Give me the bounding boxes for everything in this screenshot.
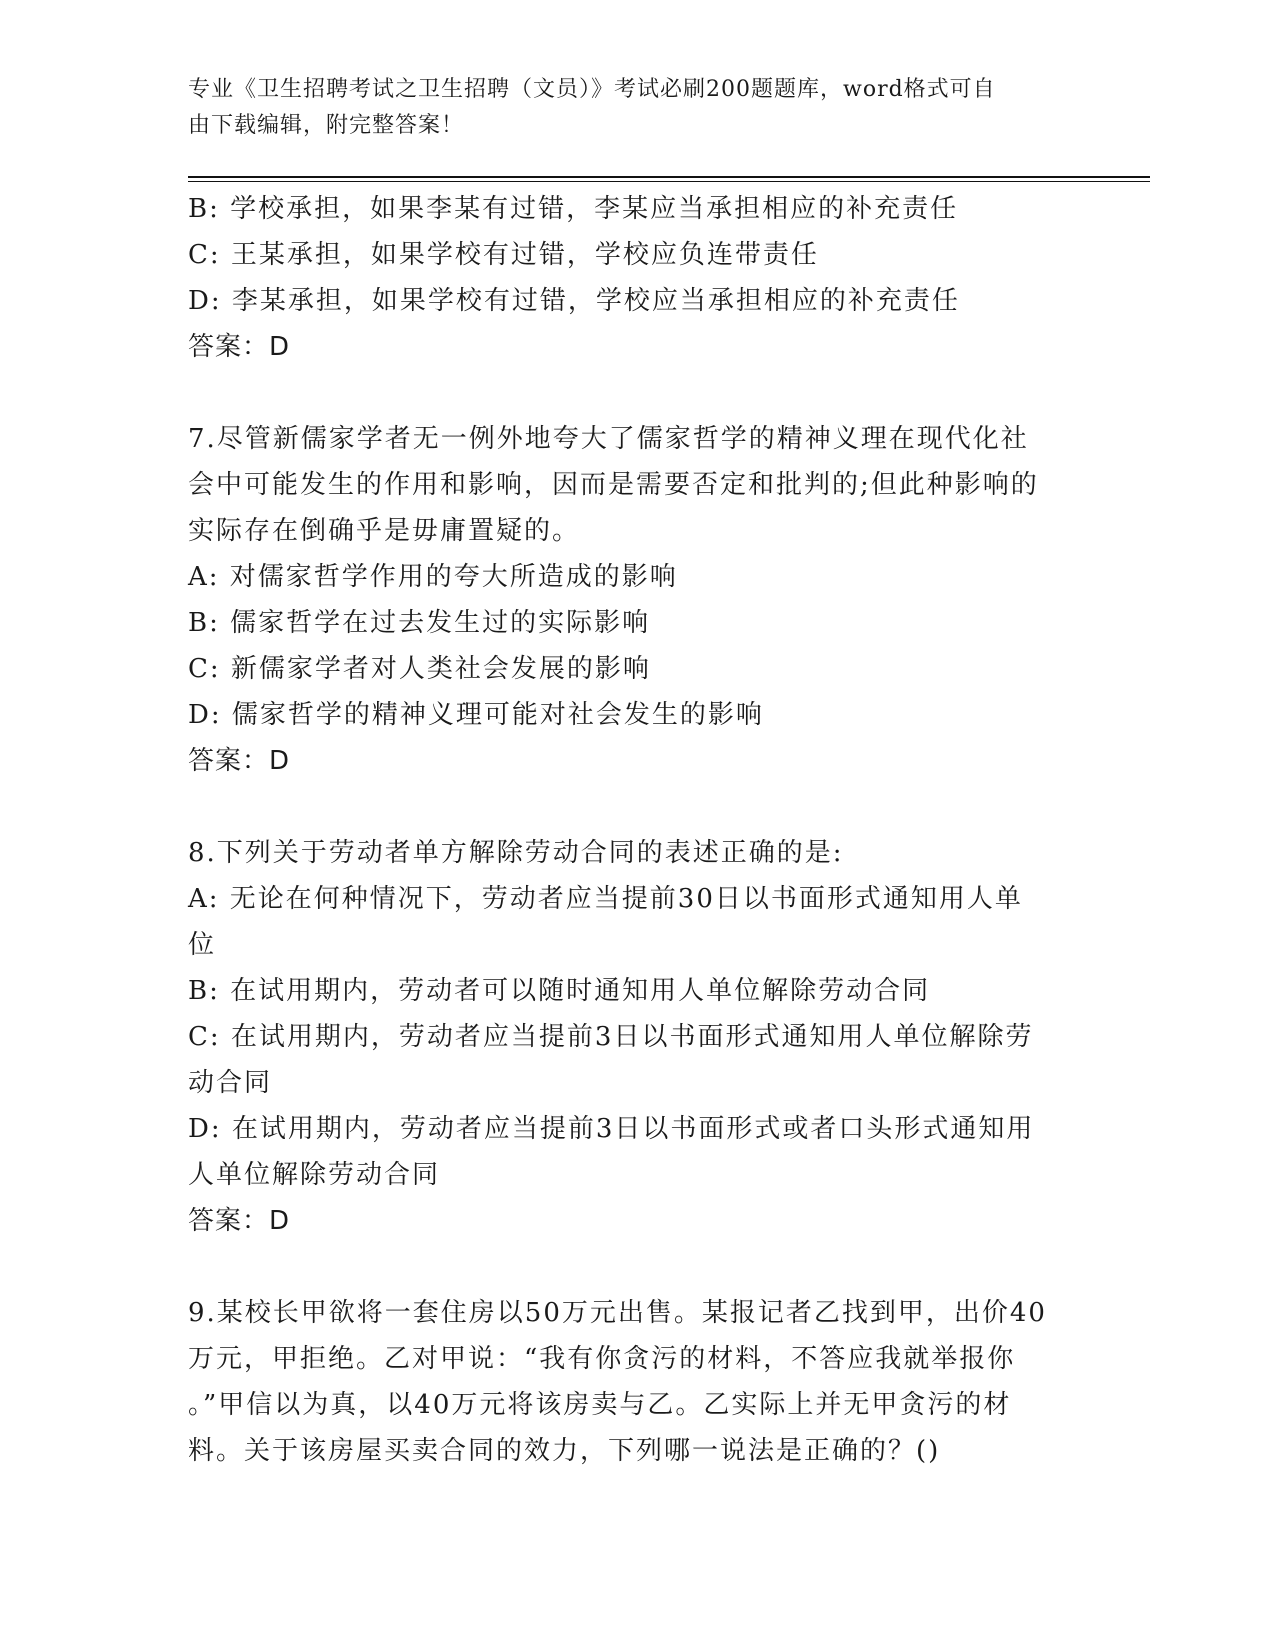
option-d-line-2: 人单位解除劳动合同 <box>188 1160 441 1190</box>
question-stem-line-2: 万元，甲拒绝。乙对甲说：“我有你贪污的材料，不答应我就举报你 <box>188 1344 1016 1374</box>
option-a-line-1: A: 无论在何种情况下，劳动者应当提前30日以书面形式通知用人单 <box>188 884 1023 914</box>
option-c-line-2: 动合同 <box>188 1068 273 1098</box>
question-stem-line-3: 实际存在倒确乎是毋庸置疑的。 <box>188 516 581 546</box>
header-rule-thick <box>188 176 1150 178</box>
document-body <box>188 186 1088 1474</box>
option-a-line-2: 位 <box>188 930 217 960</box>
option-c: C: 新儒家学者对人类社会发展的影响 <box>188 654 651 684</box>
option-b: B: 学校承担，如果李某有过错，李某应当承担相应的补充责任 <box>188 194 959 224</box>
question-stem-line-4: 料。关于该房屋买卖合同的效力，下列哪一说法是正确的？() <box>188 1436 941 1466</box>
option-b: B: 儒家哲学在过去发生过的实际影响 <box>188 608 651 638</box>
question-stem-line-1: 9.某校长甲欲将一套住房以50万元出售。某报记者乙找到甲，出价40 <box>188 1298 1047 1328</box>
question-stem-line-1: 8.下列关于劳动者单方解除劳动合同的表述正确的是: <box>188 838 844 868</box>
option-d-line-1: D: 在试用期内，劳动者应当提前3日以书面形式或者口头形式通知用 <box>188 1114 1035 1144</box>
question-8 <box>188 830 1088 1244</box>
option-b: B: 在试用期内，劳动者可以随时通知用人单位解除劳动合同 <box>188 976 931 1006</box>
question-6 <box>188 186 1088 370</box>
question-stem-line-2: 会中可能发生的作用和影响，因而是需要否定和批判的;但此种影响的 <box>188 470 1039 500</box>
spacer <box>188 1244 1088 1290</box>
header-rule-thin <box>188 181 1150 182</box>
option-d: D: 李某承担，如果学校有过错，学校应当承担相应的补充责任 <box>188 286 960 316</box>
header-line-2: 由下载编辑，附完整答案！ <box>188 113 465 138</box>
option-c: C: 王某承担，如果学校有过错，学校应负连带责任 <box>188 240 819 270</box>
spacer <box>188 784 1088 830</box>
spacer <box>188 370 1088 416</box>
answer: 答案：D <box>188 332 291 362</box>
question-7 <box>188 416 1088 784</box>
option-d: D: 儒家哲学的精神义理可能对社会发生的影响 <box>188 700 764 730</box>
header-line-1: 专业《卫生招聘考试之卫生招聘（文员）》考试必刷200题题库，word格式可自 <box>188 77 996 102</box>
option-c-line-1: C: 在试用期内，劳动者应当提前3日以书面形式通知用人单位解除劳 <box>188 1022 1034 1052</box>
question-9 <box>188 1290 1088 1474</box>
question-stem-line-1: 7.尽管新儒家学者无一例外地夸大了儒家哲学的精神义理在现代化社 <box>188 424 1029 454</box>
answer: 答案：D <box>188 746 291 776</box>
document-header <box>188 72 1088 144</box>
question-stem-line-3: 。”甲信以为真，以40万元将该房卖与乙。乙实际上并无甲贪污的材 <box>188 1390 1012 1420</box>
answer: 答案：D <box>188 1206 291 1236</box>
option-a: A: 对儒家哲学作用的夸大所造成的影响 <box>188 562 678 592</box>
